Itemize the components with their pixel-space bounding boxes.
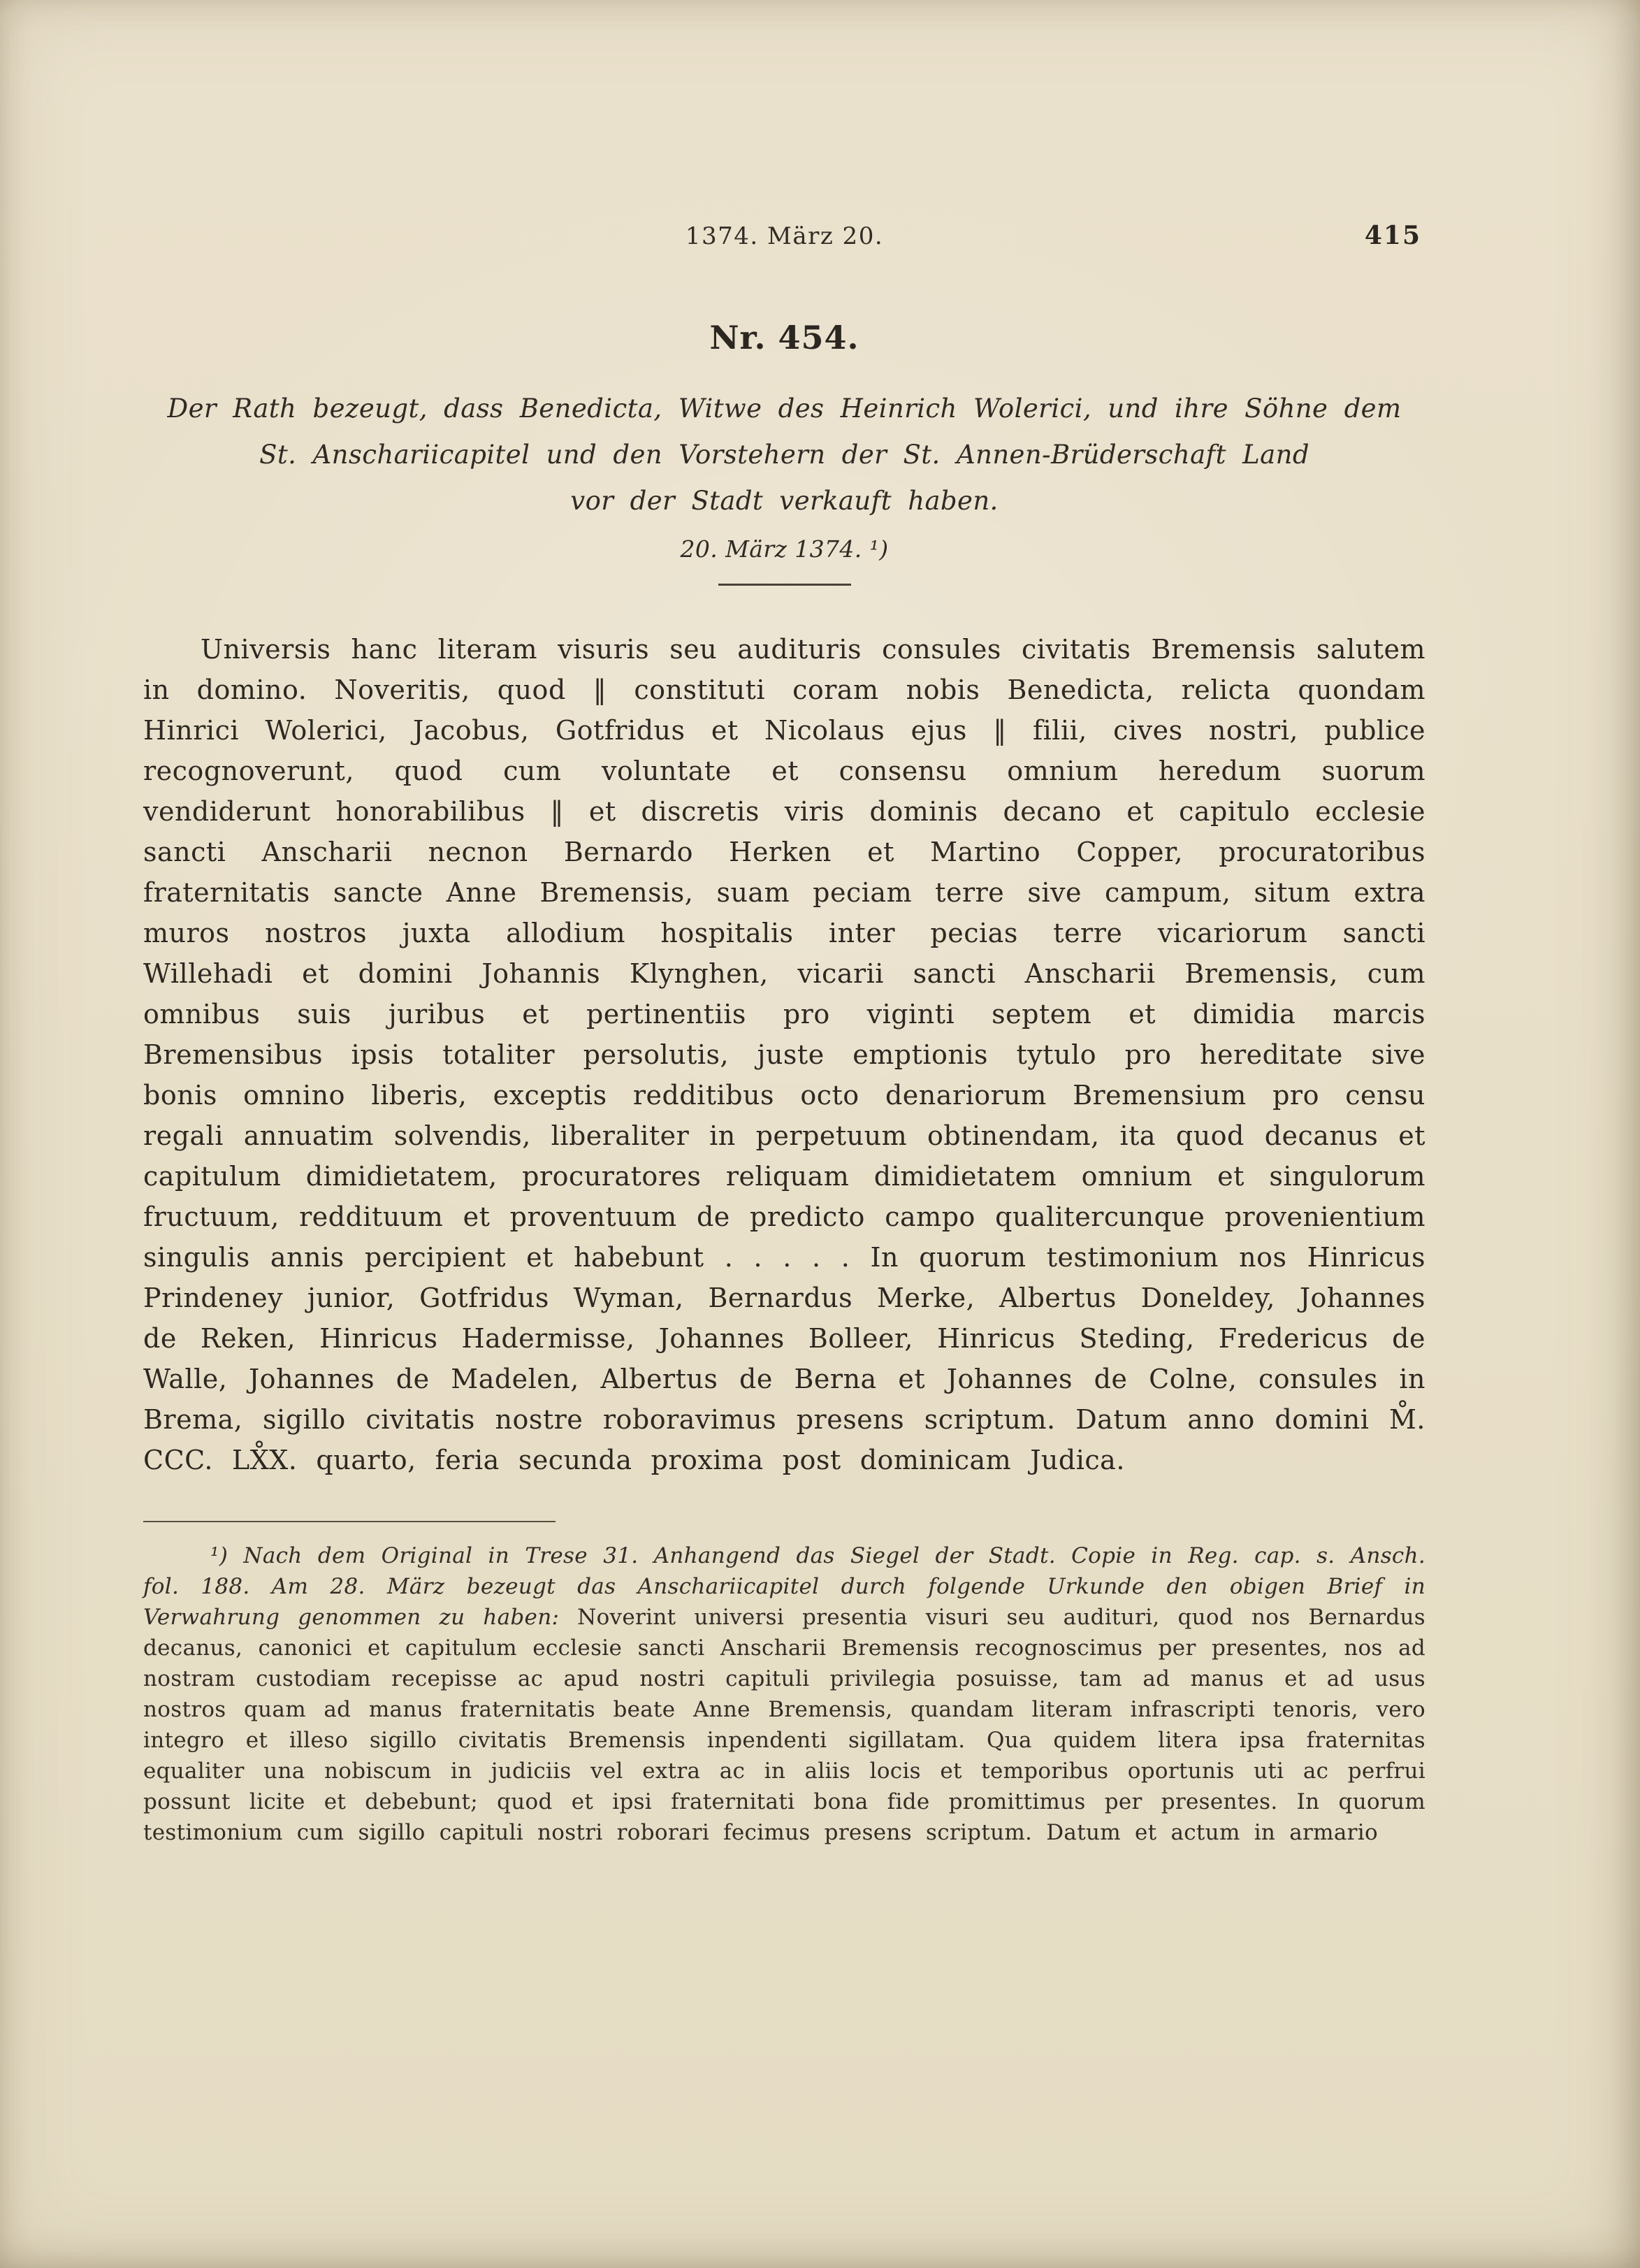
page-header (143, 222, 1425, 259)
document-body-text: Universis hanc literam visuris seu audituris consules civitatis Bremensis salutem in domino. Noveritis, quod ‖ constituti coram nobis Benedicta, relicta quondam Hinrici Wolerici, Jacobus, Gotfridus et Nicolaus ejus ‖ filii, cives nostri, publice recognoverunt, quod cum voluntate et consensu omnium heredum suorum vendiderunt honorabilibus ‖ et discretis viris dominis decano et capitulo ecclesie sancti Anscharii necnon Bernardo Herken et Martino Copper, procuratoribus fraternitatis sancte Anne Bremensis, suam peciam terre sive campum, situm extra muros nostros juxta allodium hospitalis inter pecias terre vicariorum sancti Willehadi et domini Johannis Klynghen, vicarii sancti Anscharii Bremensis, cum omnibus suis juribus et pertinentiis pro viginti septem et dimidia marcis Bremensibus ipsis totaliter persolutis, juste emptionis tytulo pro hereditate sive bonis omnino liberis, exceptis redditibus octo denariorum Bremensium pro censu regali annuatim solvendis, liberaliter in perpetuum obtinendam, ita quod decanus et capitulum dimidietatem, procuratores reliquam dimidietatem omnium et singulorum fructuum, reddituum et proventuum de predicto campo qualitercunque provenientium singulis annis percipient et habebunt . . . . . In quorum testimonium nos Hinricus Prindeney junior, Gotfridus Wyman, Bernardus Merke, Albertus Doneldey, Johannes de Reken, Hinricus Hadermisse, Johannes Bolleer, Hinricus Steding, Fredericus de Walle, Johannes de Madelen, Albertus de Berna et Johannes de Colne, consules in Brema, sigillo civitatis nostre roboravimus presens scriptum. Datum anno domini M̊. CCC. LX̊X. quarto, feria secunda proxima post dominicam Judica. (143, 634, 1425, 1475)
document-number: Nr. 454. (709, 319, 859, 356)
summary-line: St. Anschariicapitel und den Vorstehern der St. Annen-Brüderschaft Land (259, 440, 1309, 470)
footnote-divider-rule (143, 1521, 556, 1522)
date-divider-rule (718, 584, 851, 586)
text-column (143, 0, 1425, 1848)
running-title-date: 1374. März 20. (685, 222, 884, 250)
summary-line: vor der Stadt verkauft haben. (570, 486, 999, 516)
document-date-line: 20. März 1374. ¹) (680, 535, 889, 563)
page-number: 415 (1364, 221, 1421, 250)
footnote (143, 1540, 1425, 1848)
footnote-german-part: ¹) Nach dem Original in Trese 31. Anhangend das Siegel der Stadt. Copie in Reg. cap. s. Ansch. fol. 188. Am 28. März bezeugt das Anschariicapitel durch folgende Urkunde den obigen Brief in Verwahrung genommen zu haben: (143, 1543, 1425, 1630)
summary-line: Der Rath bezeugt, dass Benedicta, Witwe des Heinrich Wolerici, und ihre Söhne dem (167, 393, 1402, 424)
document-summary (143, 386, 1425, 524)
footnote-latin-part: Noverint universi presentia visuri seu audituri, quod nos Bernardus decanus, canonici et capitulum ecclesie sancti Anscharii Bremensis recognoscimus per presentes, nos ad nostram custodiam recepisse ac apud nostri capituli privilegia posuisse, tam ad manus et ad usus nostros quam ad manus fraternitatis beate Anne Bremensis, quandam literam infrascripti tenoris, vero integro et illeso sigillo civitatis Bremensis inpendenti sigillatam. Qua quidem litera ipsa fraternitas equaliter una nobiscum in judiciis vel extra ac in aliis locis et temporibus oportunis uti ac perfrui possunt licite et debebunt; quod et ipsi fraternitati bona fide promittimus per presentes. In quorum testimonium cum sigillo capituli nostri roborari fecimus presens scriptum. Datum et actum in armario (143, 1605, 1425, 1845)
